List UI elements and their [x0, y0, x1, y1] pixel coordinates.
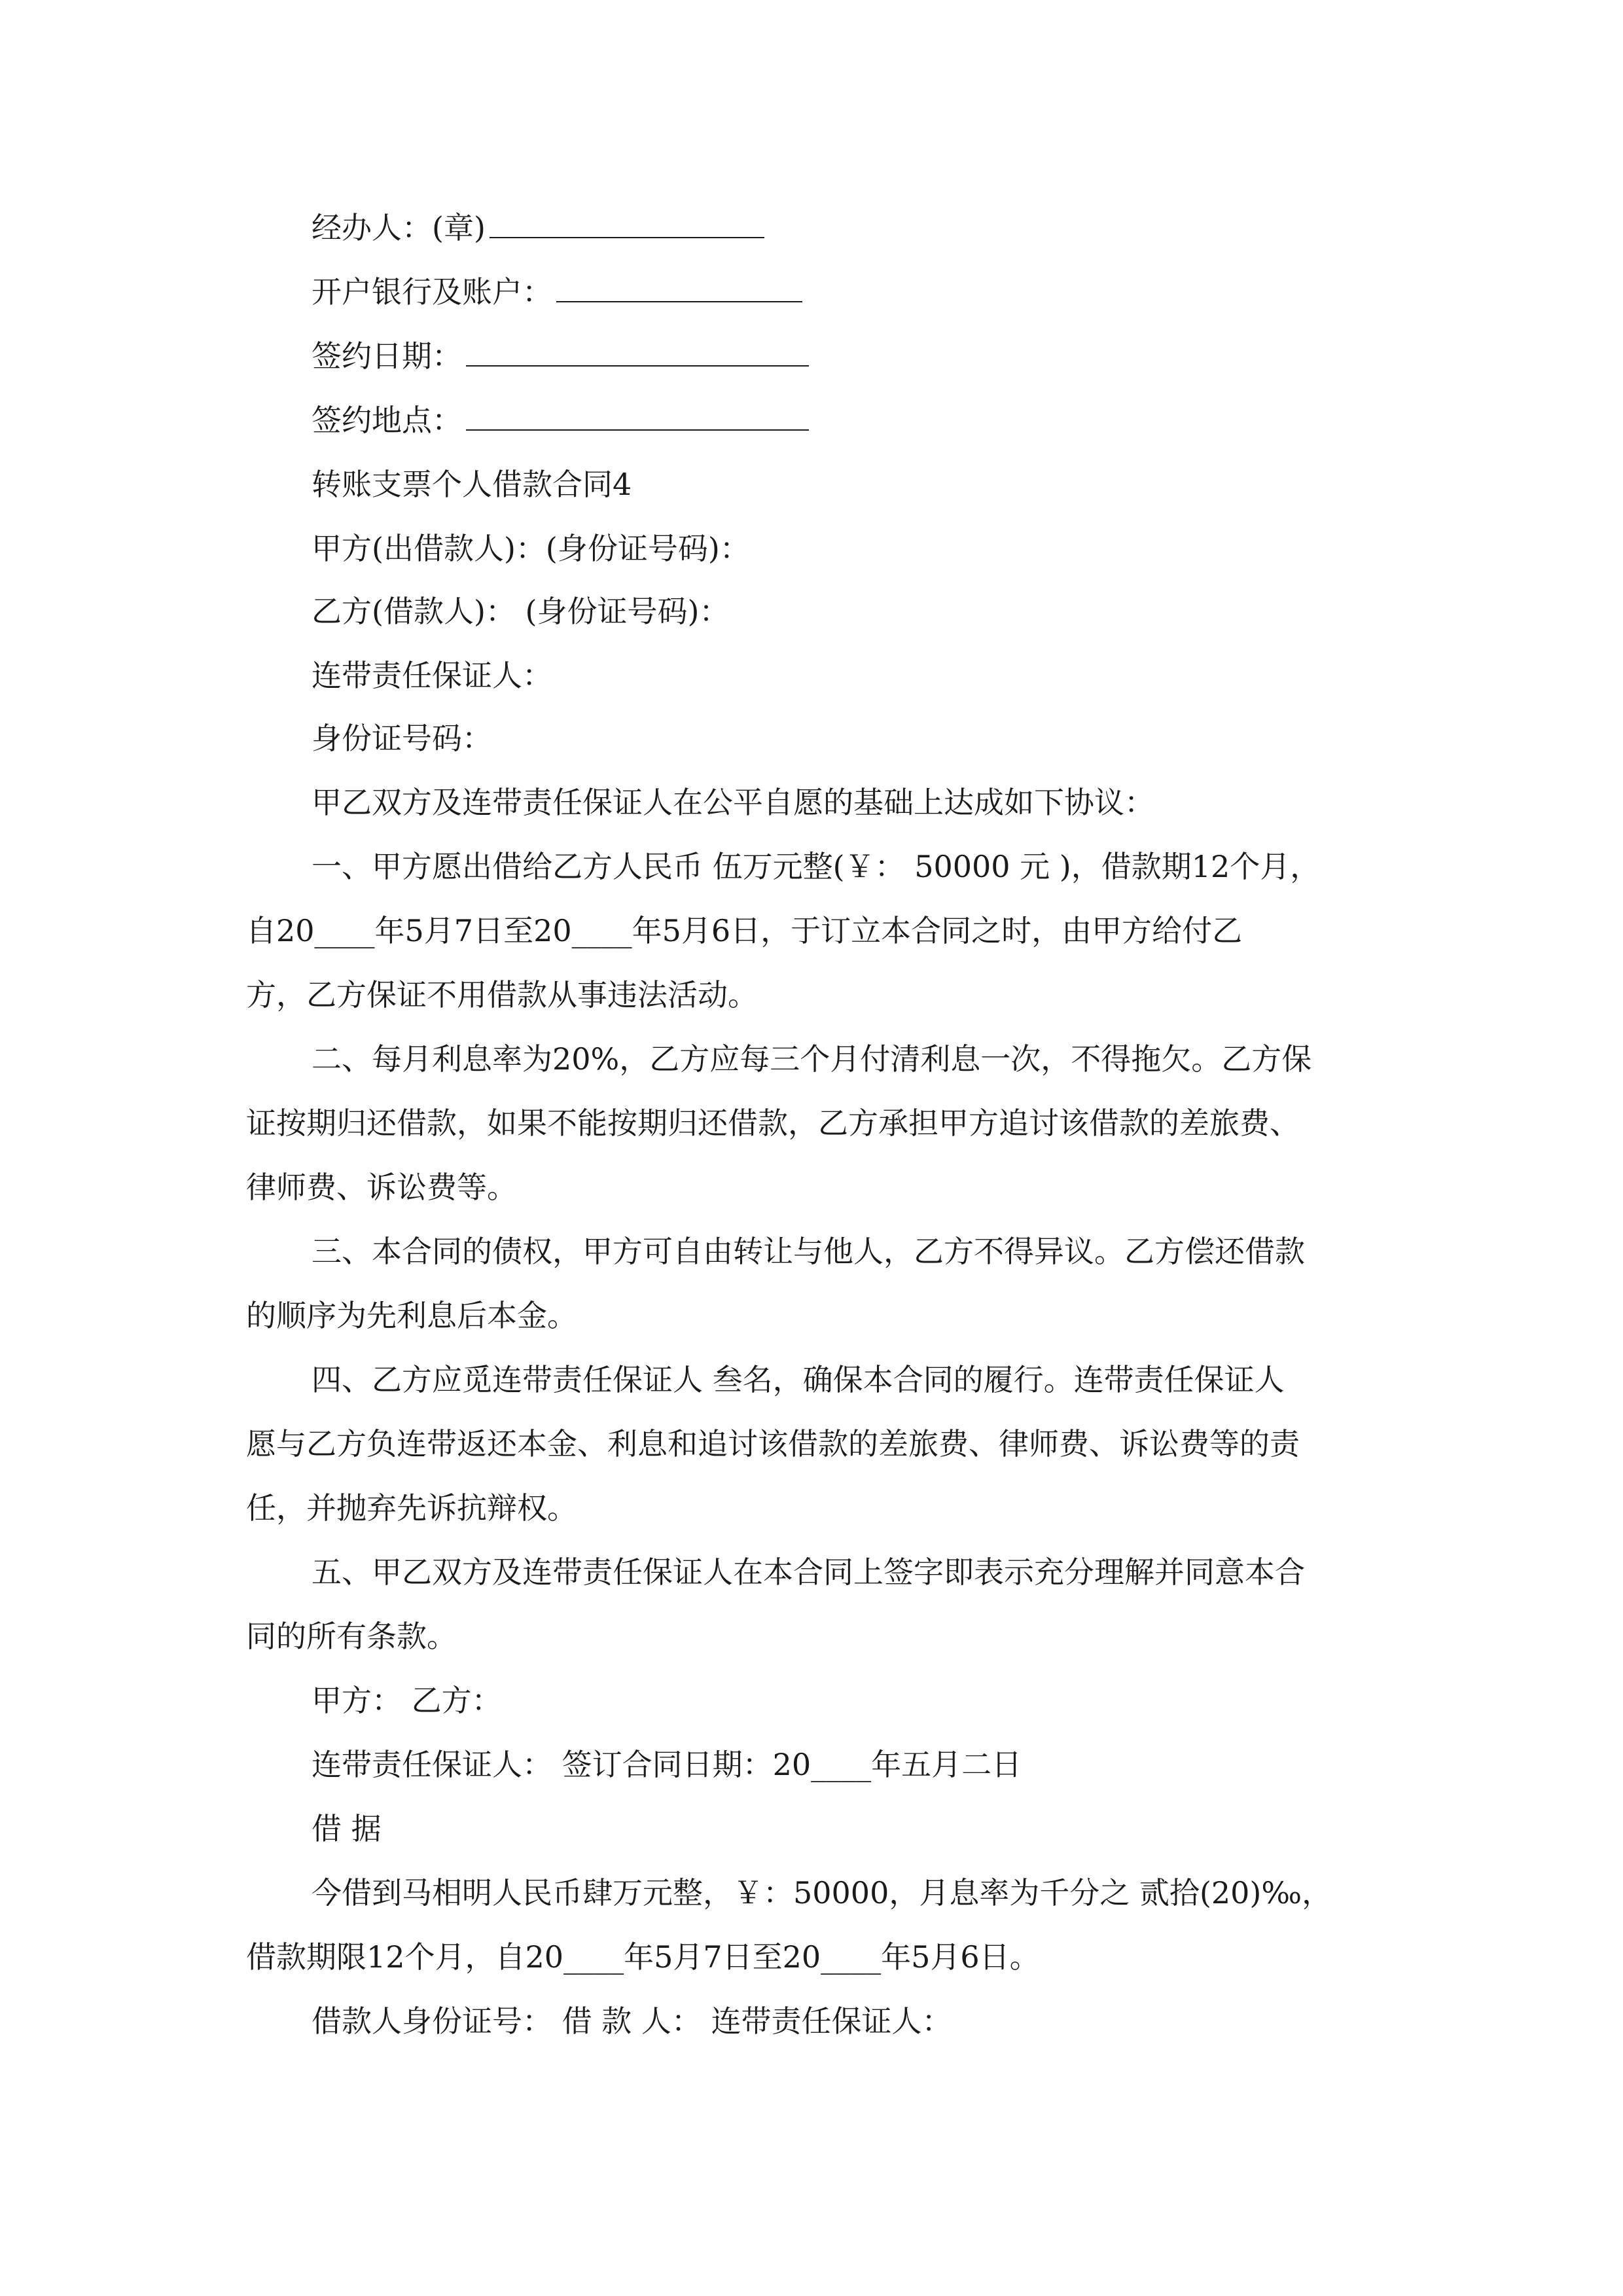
- agent-blank[interactable]: [490, 208, 764, 238]
- guarantor-line: 连带责任保证人：: [312, 658, 552, 693]
- clause2-line1: 二、每月利息率为20%，乙方应每三个月付清利息一次，不得拖欠。乙方保: [312, 1041, 1312, 1077]
- place-label: 签约地点：: [312, 403, 462, 438]
- clause4-line3: 任，并抛弃先诉抗辩权。: [246, 1490, 577, 1526]
- receipt-line2: 借款期限12个月，自20____年5月7日至20____年5月6日。: [246, 1939, 1040, 1975]
- clause5-line1: 五、甲乙双方及连带责任保证人在本合同上签字即表示充分理解并同意本合: [312, 1554, 1305, 1590]
- agent-field: [312, 208, 764, 247]
- agent-label: 经办人：(章): [312, 210, 486, 245]
- clause4-line1: 四、乙方应觅连带责任保证人 叁名，确保本合同的履行。连带责任保证人: [312, 1362, 1285, 1397]
- sign-date: 连带责任保证人： 签订合同日期：20____年五月二日: [312, 1747, 1022, 1782]
- contract-title: 转账支票个人借款合同4: [312, 467, 632, 502]
- receipt-title: 借 据: [312, 1811, 382, 1846]
- party-a: 甲方(出借款人)：(身份证号码)：: [312, 531, 750, 566]
- place-field: [312, 401, 809, 440]
- date-blank[interactable]: [466, 336, 809, 367]
- receipt-line1: 今借到马相明人民币肆万元整，￥：50000，月息率为千分之 贰拾(20)‰，: [312, 1875, 1332, 1910]
- clause4-line2: 愿与乙方负连带返还本金、利息和追讨该借款的差旅费、律师费、诉讼费等的责: [246, 1426, 1300, 1462]
- clause5-line2: 同的所有条款。: [246, 1619, 457, 1654]
- sign-parties: 甲方： 乙方：: [312, 1683, 502, 1718]
- place-blank[interactable]: [466, 401, 809, 431]
- clause3-line1: 三、本合同的债权，甲方可自由转让与他人，乙方不得异议。乙方偿还借款: [312, 1234, 1305, 1269]
- clause2-line3: 律师费、诉讼费等。: [246, 1170, 517, 1205]
- bank-blank[interactable]: [556, 272, 802, 302]
- clause3-line2: 的顺序为先利息后本金。: [246, 1298, 577, 1333]
- date-field: [312, 336, 809, 376]
- bank-field: [312, 272, 802, 312]
- clause1-line1: 一、甲方愿出借给乙方人民币 伍万元整(￥： 50000 元 )，借款期12个月，: [312, 849, 1321, 884]
- clause1-line3: 方，乙方保证不用借款从事违法活动。: [246, 977, 758, 1013]
- date-label: 签约日期：: [312, 338, 462, 374]
- preamble: 甲乙双方及连带责任保证人在公平自愿的基础上达成如下协议：: [312, 785, 1154, 820]
- clause1-line2: 自20____年5月7日至20____年5月6日，于订立本合同之时，由甲方给付乙: [246, 913, 1243, 948]
- clause2-line2: 证按期归还借款，如果不能按期归还借款，乙方承担甲方追讨该借款的差旅费、: [246, 1105, 1300, 1141]
- party-b: 乙方(借款人)： (身份证号码)：: [312, 594, 730, 629]
- receipt-signatures: 借款人身份证号： 借 款 人： 连带责任保证人：: [312, 2003, 952, 2039]
- id-number-line: 身份证号码：: [312, 721, 492, 756]
- bank-label: 开户银行及账户：: [312, 274, 552, 310]
